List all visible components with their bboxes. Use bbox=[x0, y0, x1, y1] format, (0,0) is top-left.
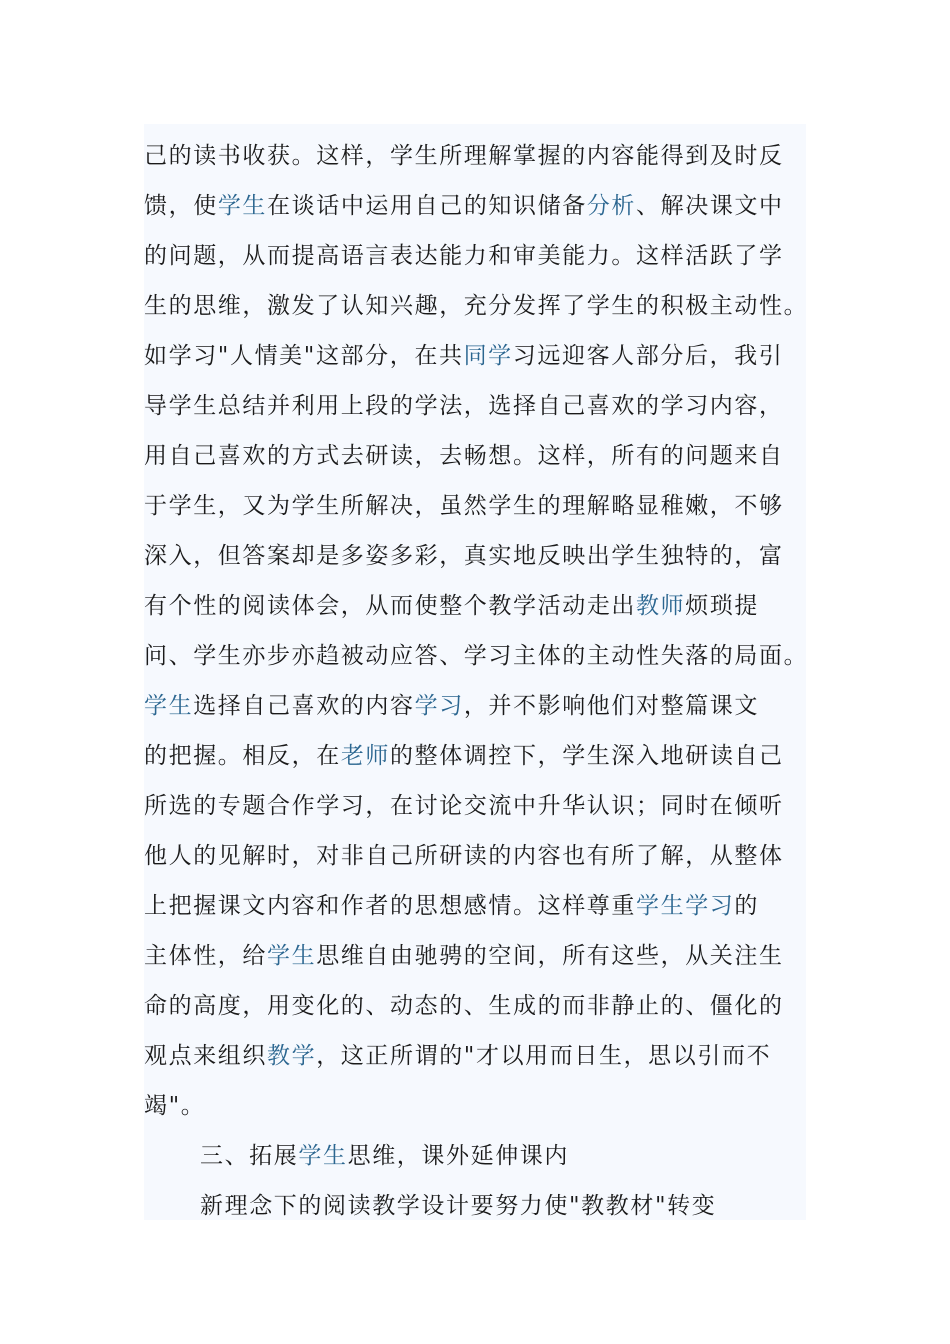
highlighted-term: 学生 bbox=[217, 193, 268, 219]
text-line bbox=[144, 138, 784, 174]
text-segment: 竭"。 bbox=[144, 1093, 206, 1119]
text-line bbox=[144, 338, 783, 374]
text-line bbox=[144, 1088, 205, 1124]
text-block bbox=[144, 124, 809, 1220]
text-line bbox=[144, 538, 784, 574]
text-line bbox=[144, 188, 784, 224]
text-segment: 烦琐提 bbox=[685, 593, 760, 619]
text-line bbox=[144, 388, 784, 424]
text-segment: 己的读书收获。这样，学生所理解掌握的内容能得到及时反 bbox=[144, 143, 784, 169]
text-segment: 有个性的阅读体会，从而使整个教学活动走出 bbox=[144, 593, 636, 619]
text-segment: 选择自己喜欢的内容 bbox=[193, 693, 415, 719]
text-line bbox=[144, 1038, 771, 1074]
text-line bbox=[144, 838, 784, 874]
text-line bbox=[144, 438, 784, 474]
text-line bbox=[200, 1188, 716, 1224]
text-segment: 馈，使 bbox=[144, 193, 218, 219]
text-segment: 导学生总结并利用上段的学法，选择自己喜欢的学习内容， bbox=[144, 393, 784, 419]
text-segment: 三、拓展 bbox=[200, 1143, 299, 1169]
text-segment: 观点来组织 bbox=[144, 1043, 267, 1069]
text-segment: 生的思维，激发了认知兴趣，充分发挥了学生的积极主动性。 bbox=[144, 293, 809, 319]
text-line bbox=[144, 988, 784, 1024]
text-line bbox=[144, 238, 784, 274]
text-line bbox=[144, 588, 759, 624]
text-line bbox=[144, 738, 784, 774]
text-line bbox=[144, 788, 784, 824]
text-segment: 他人的见解时，对非自己所研读的内容也有所了解，从整体 bbox=[144, 843, 784, 869]
text-line bbox=[200, 1138, 569, 1174]
text-segment: ，并不影响他们对整篇课文 bbox=[463, 693, 760, 719]
text-line bbox=[144, 488, 784, 524]
highlighted-term: 学生 bbox=[144, 693, 194, 719]
highlighted-term: 教学 bbox=[267, 1043, 317, 1069]
text-segment: 于学生，又为学生所解决，虽然学生的理解略显稚嫩，不够 bbox=[144, 493, 784, 519]
text-segment: 在谈话中运用自己的知识储备 bbox=[267, 193, 587, 219]
highlighted-term: 学习 bbox=[414, 693, 464, 719]
highlighted-term: 学生 bbox=[298, 1143, 348, 1169]
highlighted-term: 同学 bbox=[463, 343, 513, 369]
text-segment: 所选的专题合作学习，在讨论交流中升华认识；同时在倾听 bbox=[144, 793, 784, 819]
text-segment: 上把握课文内容和作者的思想感情。这样尊重 bbox=[144, 893, 636, 919]
highlighted-term: 学生 bbox=[267, 943, 317, 969]
text-line bbox=[144, 888, 759, 924]
text-segment: 新理念下的阅读教学设计要努力使"教教材"转变 bbox=[200, 1193, 717, 1219]
highlighted-term: 分析 bbox=[586, 193, 637, 219]
text-segment: 问、学生亦步亦趋被动应答、学习主体的主动性失落的局面。 bbox=[144, 643, 809, 669]
highlighted-term: 教师 bbox=[636, 593, 686, 619]
text-segment: 主体性，给 bbox=[144, 943, 267, 969]
text-segment: 的整体调控下，学生深入地研读自己 bbox=[390, 743, 784, 769]
text-segment: 如学习"人情美"这部分，在共 bbox=[144, 343, 464, 369]
highlighted-term: 学生学习 bbox=[636, 893, 735, 919]
text-line bbox=[144, 288, 808, 324]
text-segment: 的 bbox=[734, 893, 760, 919]
text-segment: 的问题，从而提高语言表达能力和审美能力。这样活跃了学 bbox=[144, 243, 784, 269]
text-segment: 习远迎客人部分后，我引 bbox=[512, 343, 784, 369]
text-segment: 思维自由驰骋的空间，所有这些，从关注生 bbox=[316, 943, 784, 969]
text-segment: ，这正所谓的"才以用而日生，思以引而不 bbox=[316, 1043, 772, 1069]
text-segment: 命的高度，用变化的、动态的、生成的而非静止的、僵化的 bbox=[144, 993, 784, 1019]
text-segment: 思维，课外延伸课内 bbox=[347, 1143, 570, 1169]
text-segment: 、解决课文中 bbox=[636, 193, 784, 219]
text-line bbox=[144, 688, 759, 724]
text-segment: 的把握。相反，在 bbox=[144, 743, 341, 769]
text-line bbox=[144, 638, 808, 674]
text-line bbox=[144, 938, 784, 974]
text-segment: 用自己喜欢的方式去研读，去畅想。这样，所有的问题来自 bbox=[144, 443, 784, 469]
highlighted-term: 老师 bbox=[340, 743, 391, 769]
text-segment: 深入，但答案却是多姿多彩，真实地反映出学生独特的，富 bbox=[144, 543, 784, 569]
